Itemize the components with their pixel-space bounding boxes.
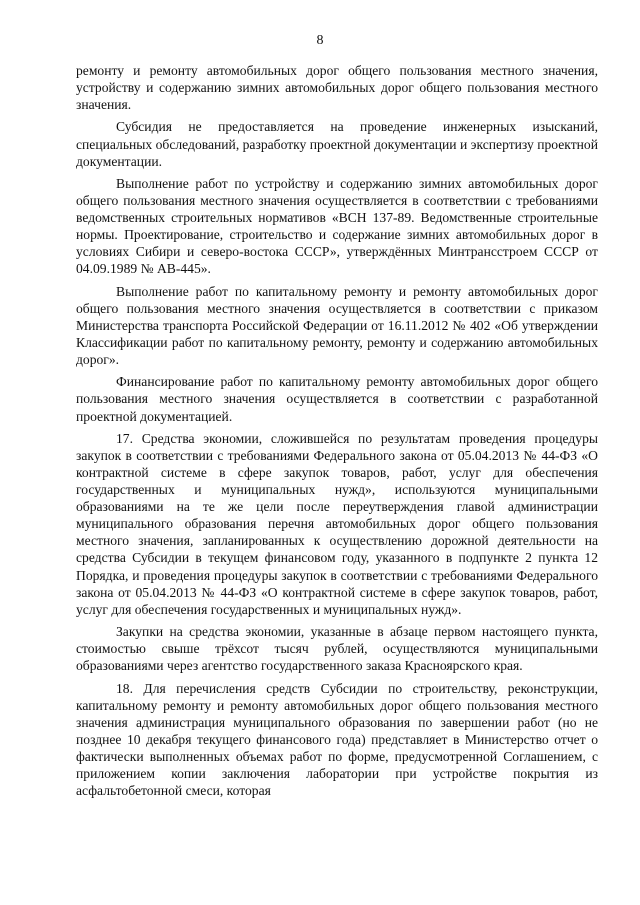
page-number: 8 [316,33,324,48]
paragraph-procurement: Закупки на средства экономии, указанные в абзаце первом настоящего пункта, стоимостью свыше трёхсот тысяч рублей, осуществляются муниципальными образованиями через агентство государственного заказа Красноярского края. [76,624,598,674]
paragraph-continued: ремонту и ремонту автомобильных дорог общего пользования местного значения, устройству и содержанию зимних автомобильных дорог общего пользования местного значения. [76,63,598,113]
paragraph-financing: Финансирование работ по капитальному ремонту автомобильных дорог общего пользования местного значения осуществляется в соответствии с разработанной проектной документацией. [76,374,598,424]
paragraph-item-18: 18. Для перечисления средств Субсидии по строительству, реконструкции, капитальному ремонту и ремонту автомобильных дорог общего пользования местного значения администрация муниципального образования по завершении работ (но не позднее 10 декабря текущего финансового года) представляет в Министерство отчет о фактически выполненных объемах работ по форме, предусмотренной Соглашением, с приложением копии заключения лаборатории при устройстве покрытия из асфальтобетонной смеси, которая [76,680,598,799]
paragraph-winter-roads: Выполнение работ по устройству и содержанию зимних автомобильных дорог общего пользования местного значения осуществляется в соответствии с требованиями ведомственных строительных нормативов «ВСН 137-89. Ведомственные строительные нормы. Проектирование, строительство и содержание зимних автомобильных дорог в условиях Сибири и северо-востока СССР», утверждённых Минтрансстроем СССР от 04.09.1989 № АВ-445». [76,175,598,277]
paragraph-item-17: 17. Средства экономии, сложившейся по результатам проведения процедуры закупок в соответствии с требованиями Федерального закона от 05.04.2013 № 44-ФЗ «О контрактной системе в сфере закупок товаров, работ, услуг для обеспечения государственных и муниципальных нужд», используются муниципальными образованиями на те же цели после переутверждения главой администрации муниципального образования перечня автомобильных дорог общего пользования местного значения, запланированных к осуществлению дорожной деятельности на средства Субсидии в текущем финансовом году, указанного в подпункте 2 пункта 12 Порядка, и проведения процедуры закупок в соответствии с требованиями Федерального закона от 05.04.2013 № 44-ФЗ «О контрактной системе в сфере закупок товаров, работ, услуг для обеспечения государственных и муниципальных нужд». [76,430,598,617]
document-body [76,62,598,804]
paragraph-repair-works: Выполнение работ по капитальному ремонту и ремонту автомобильных дорог общего пользования местного значения осуществляется в соответствии с приказом Министерства транспорта Российской Федерации от 16.11.2012 № 402 «Об утверждении Классификации работ по капитальному ремонту, ремонту и содержанию автомобильных дорог». [76,283,598,368]
paragraph-subsidy-exclusions: Субсидия не предоставляется на проведение инженерных изысканий, специальных обследований, разработку проектной документации и экспертизу проектной документации. [76,119,598,169]
